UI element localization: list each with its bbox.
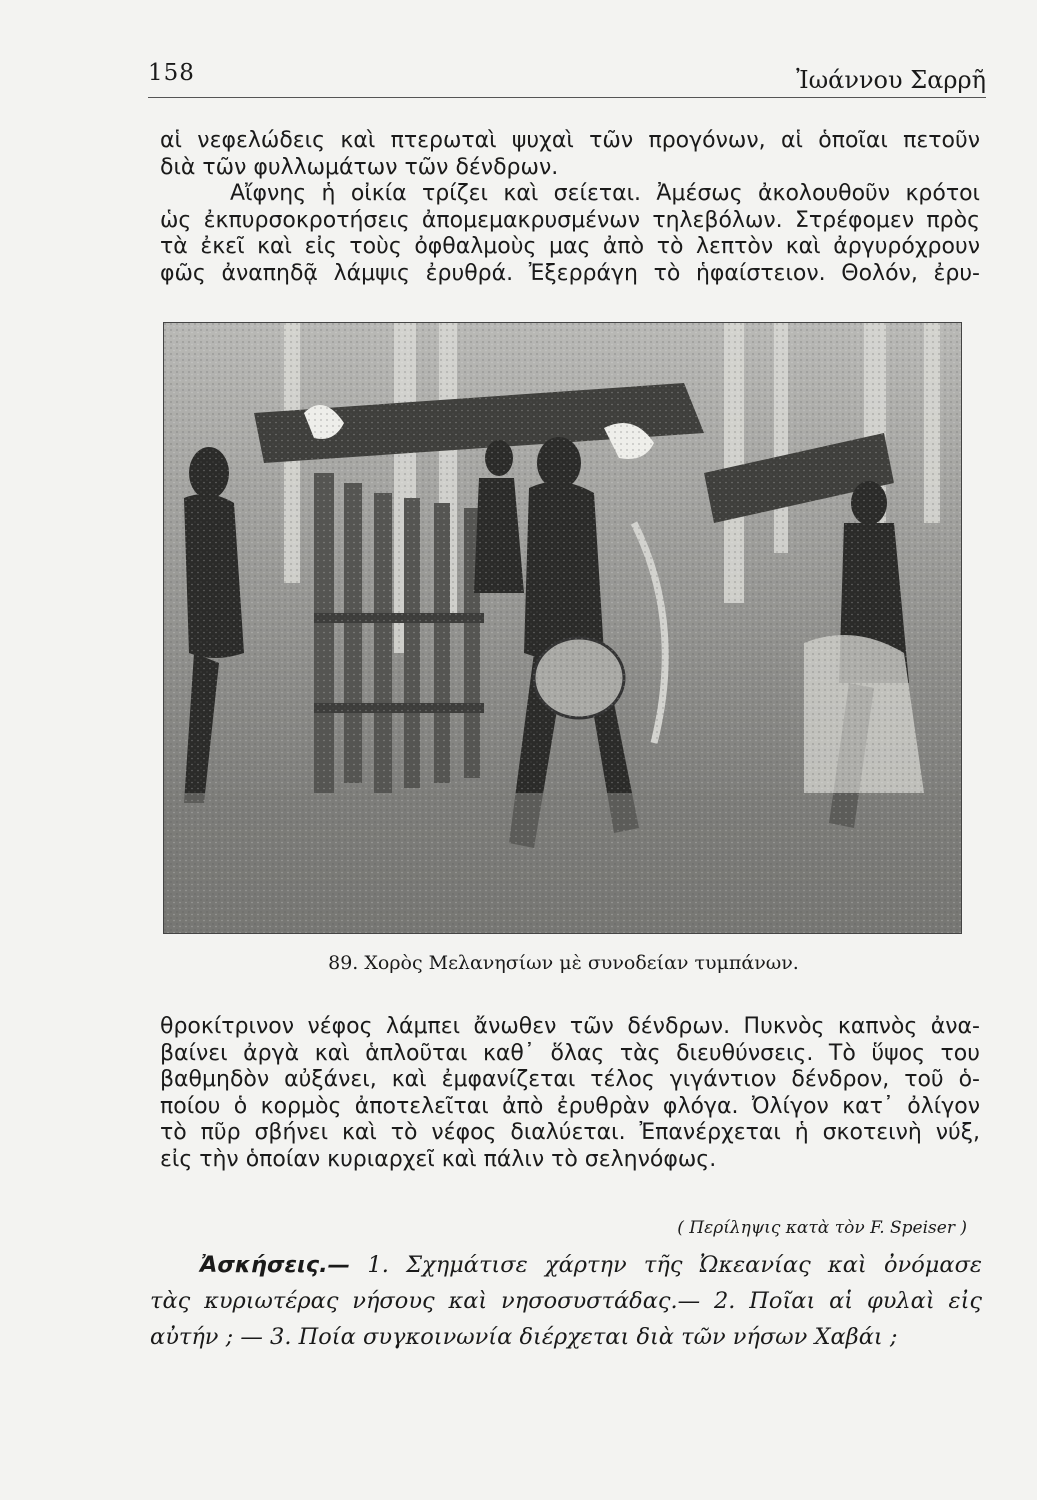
text-line: θροκίτρινον νέφος λάμπει ἄνωθεν τῶν δένδρων. Πυκνὸς καπνὸς ἀνα- — [160, 1014, 980, 1039]
text-line: Αἴφνης ἡ οἰκία τρίζει καὶ σείεται. Ἀμέσως ἀκολουθοῦν κρότοι — [230, 181, 980, 206]
text-line: ὡς ἐκπυρσοκροτήσεις ἀπομεμακρυσμένων τηλεβόλων. Στρέφομεν πρὸς — [160, 207, 980, 233]
text-line: ποίου ὁ κορμὸς ἀποτελεῖται ἀπὸ ἐρυθρὰν φλόγα. Ὀλίγον κατ᾽ ὀλίγον — [160, 1093, 980, 1119]
figure-caption: 89. Χορὸς Μελανησίων μὲ συνοδείαν τυμπάνων. — [328, 952, 799, 974]
running-head: Ἰωάννου Σαρρῆ — [796, 66, 986, 94]
citation: ( Περίληψις κατὰ τὸν F. Speiser ) — [677, 1218, 967, 1238]
text-line: φῶς ἀναπηδᾷ λάμψις ἐρυθρά. Ἐξερράγη τὸ ἡφαίστειον. Θολόν, ἐρυ- — [160, 260, 980, 286]
exercise-line: αὐτήν ; — 3. Ποία συγκοινωνία διέρχεται διὰ τῶν νήσων Χαβάι ; — [150, 1324, 898, 1350]
exercises-label: Ἀσκήσεις.— — [200, 1252, 351, 1278]
text-line: διὰ τῶν φυλλωμάτων τῶν δένδρων. — [160, 154, 559, 180]
page-header — [148, 60, 986, 96]
text-line: εἰς τὴν ὁποίαν κυριαρχεῖ καὶ πάλιν τὸ σεληνόφως. — [160, 1146, 717, 1172]
exercise-line — [150, 1247, 982, 1283]
text-line: τὸ πῦρ σβήνει καὶ τὸ νέφος διαλύεται. Ἐπανέρχεται ἡ σκοτεινὴ νύξ, — [160, 1120, 980, 1145]
text-line: βαθμηδὸν αὐξάνει, καὶ ἐμφανίζεται τέλος γιγάντιον δένδρον, τοῦ ὁ- — [160, 1067, 980, 1092]
paragraph-bottom — [160, 1014, 980, 1173]
text-line: τὰ ἐκεῖ καὶ εἰς τοὺς ὀφθαλμοὺς μας ἀπὸ τὸ λεπτὸν καὶ ἀργυρόχρουν — [160, 234, 980, 259]
text-line: αἱ νεφελώδεις καὶ πτερωταὶ ψυχαὶ τῶν προγόνων, αἱ ὁποῖαι πετοῦν — [160, 128, 980, 153]
paragraph-top — [160, 128, 980, 287]
exercise-text: 1. Σχημάτισε χάρτην τῆς Ὠκεανίας καὶ ὀνόμασε — [350, 1252, 982, 1278]
exercises-section — [150, 1247, 982, 1355]
exercise-line: τὰς κυριωτέρας νήσους καὶ νησοσυστάδας.— 2. Ποῖαι αἱ φυλαὶ εἰς — [150, 1288, 982, 1314]
page-number: 158 — [148, 60, 195, 86]
dance-photo-illustration — [164, 323, 961, 933]
text-line: βαίνει ἀργὰ καὶ ἁπλοῦται καθ᾽ ὅλας τὰς διευθύνσεις. Τὸ ὕψος του — [160, 1040, 980, 1066]
figure-photo — [163, 322, 962, 934]
header-rule — [148, 97, 986, 98]
